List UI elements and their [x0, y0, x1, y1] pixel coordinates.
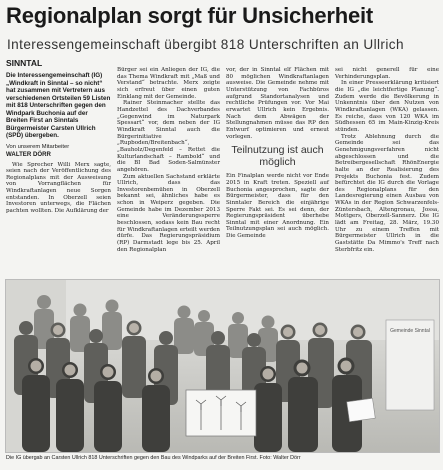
- article-paragraph: Trotz Ablehnung durch die Gemeinde sei das Genehmigungsverfahren nicht abgeschlossen und die Betreibergesellschaft RhönEnergie halte an der Realisierung des Projekts Buchonia fest. Zudem befürchtet die IG durch die Vorlage des Regionalplans für den Landesregierung einen Ausbau von WKAs in der Region Schwarzenfels-Züntersbach, Altengronau, Jossa, Mottgers, Oberzell-Sannerz. Die IG lädt am Freitag, 28. März, 19.30 Uhr zu einem Treffen mit Bürgermeister Ullrich in die Gaststätte Da Mimmo's Treff nach Sterbfritz ein.: [335, 133, 439, 253]
- article-paragraph: Ein Finalplan werde nicht vor Ende 2015 in Kraft treten. Speziell auf Buchonia angesprochen, sagte der Bürgermeister, dass für den Sinntaler Bereich die einjährige Sperre Fakt sei. Es sei denn, der Regierungspräsident überhebe Sinntal mit einer Anordnung. Ein Teilnutzungsplan sei auch möglich. Die Gemeinde: [226, 173, 329, 240]
- article-paragraph: Rainer Steinmacher stellte das Handzettel des Dachverbandes „Gegenwind im Naturpark Spessart“ vor, dem neben der IG Windkraft Sinntal auch die Bürgerinitiative „Rupboden/Breitenbach“, „Bauholz/Degenfeld – Rettet die Kulturlandschaft – Rambold“ und die BI Bad Soden-Salmünster angehören.: [117, 100, 220, 173]
- subheadline: Interessengemeinschaft übergibt 818 Unterschriften an Ullrich: [7, 37, 404, 52]
- photo-caption: [6, 455, 441, 462]
- byline-prefix: Von unserem Mitarbeiter: [6, 143, 70, 150]
- group-photo: [5, 279, 440, 453]
- article-column-2: [117, 67, 220, 253]
- article-paragraph: Zum aktuellen Sachstand erklärte Ullrich, dass das Investorenbemühen in Oberzell bekannt sei, ähnliches habe es schon in Weiperz gegeben. Die Gemeinde habe im Dezember 2013 eine Veränderungssperre beschlossen, sodass kein Bau recht für Windkraftanlagen erteilt werden dürfe. Das Regierungspräsidium (RP) Darmstadt lege bis 25. April den Regionalplan: [117, 173, 220, 253]
- article-paragraph: Bürger sei ein Anliegen der IG, die das Thema Windkraft mit „Maß und Verstand“ betrachte. Merx zeigte sich erfreut über einen guten Einklang mit der Gemeinde.: [117, 67, 220, 100]
- intermediate-heading: Teilnutzung ist auch möglich: [231, 144, 324, 169]
- article-intro: Die Interessengemeinschaft (IG) „Windkraft in Sinntal – so nicht“ hat zusammen mit Vertretern aus verschiedenen Ortsteilen 59 Listen mit 818 Unterschriften gegen den Windpark Buchonia auf der Breiten First an Sinntals Bürgermeister Carsten Ullrich (SPD) übergeben.: [6, 72, 111, 139]
- article-paragraph: sei nicht generell für eine Verhinderungsplan.: [335, 67, 439, 80]
- group-photo-illustration: [6, 280, 439, 452]
- article-column-1: [6, 72, 111, 215]
- sign-text: Gemeinde Sinntal: [390, 328, 430, 334]
- article-column-4: [335, 67, 439, 253]
- dateline: SINNTAL: [6, 58, 43, 68]
- headline: Regionalplan sorgt für Unsicherheit: [6, 3, 374, 28]
- caption-text: Die IG übergab an Carsten Ullrich 818 Unterschriften gegen den Bau des Windparks auf der Breiten First.: [6, 455, 258, 461]
- article-column-3: [226, 67, 329, 240]
- byline: [6, 144, 111, 158]
- article-paragraph: vor, der in Sinntal elf Flächen mit 80 möglichen Windkraftanlagen ausweise. Die Gemeinde nehme mit Unterstützung von Fachbüros aufgrund Standortanalysen und rechtliche Prüfungen vor. Vor Mai erwartet Ullrich kein Ergebnis. Nach dem Abwägen der Stellungnahmen müsse das RP den Entwurf optimieren und erneut vorlegen.: [226, 67, 329, 140]
- article-paragraph: In einer Presseerklärung kritisiert die IG „die leichtfertige Planung“. Zudem werde die Bevölkerung in Unkenntnis über den Nutzen von Windkraftanlagen (WKA) gelassen. Es reiche, dass von 120 WKA im Südhessen 65 im Main-Kinzig-Kreis stünden.: [335, 80, 439, 133]
- article-paragraph: Wie Sprecher Willi Merx sagte, seien nach der Veröffentlichung des Regionalplans mit der Ausweisung von Vorrangflächen für Windkraftanlagen neue Sorgen entstanden. In Oberzell seien Investoren unterwegs, die Flächen pachten wollten. Die Aufklärung der: [6, 161, 111, 215]
- photo-credit: Foto: Walter Dörr: [259, 455, 301, 461]
- byline-author: WALTER DÖRR: [6, 150, 51, 158]
